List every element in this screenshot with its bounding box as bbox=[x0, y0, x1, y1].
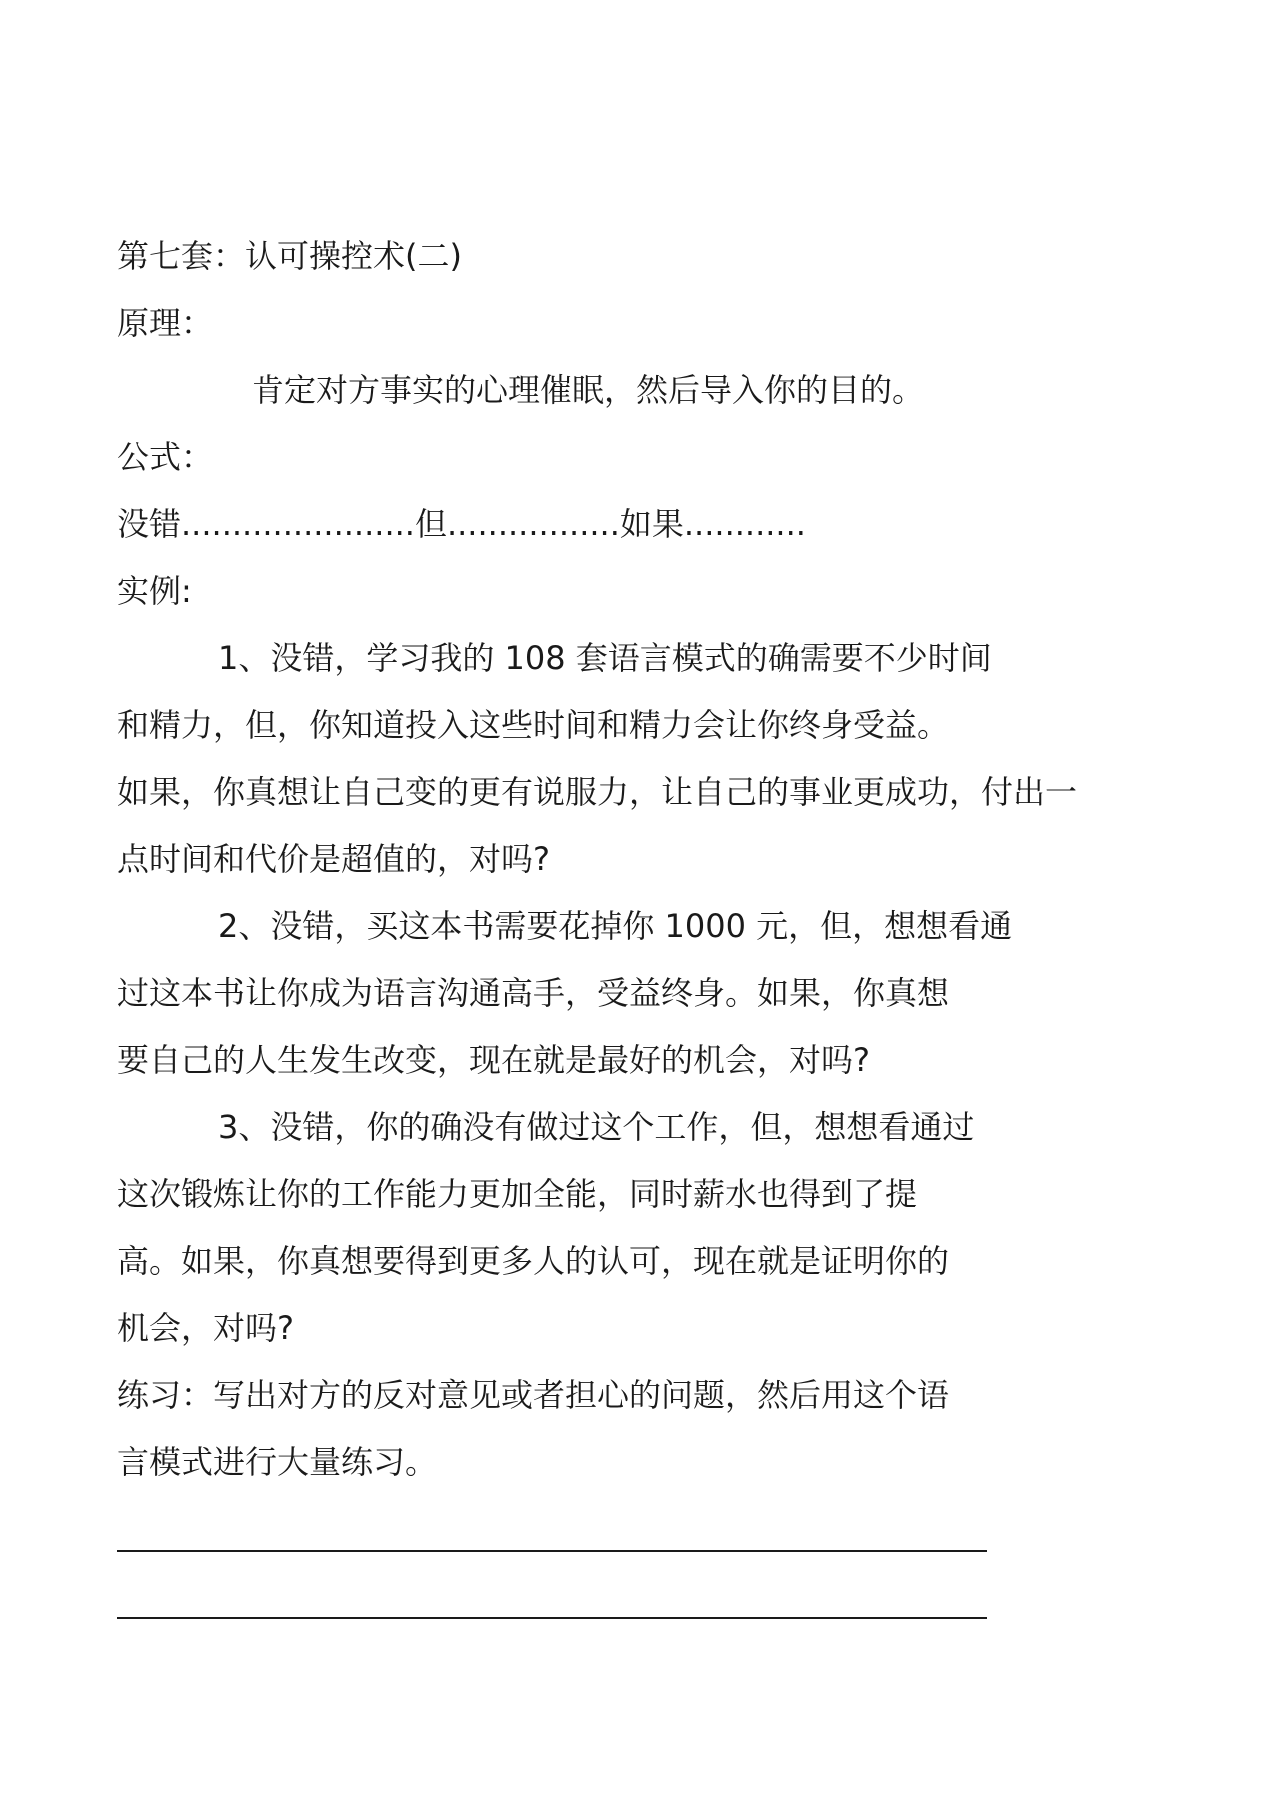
practice-line-2: 言模式进行大量练习。 bbox=[117, 1443, 438, 1481]
formula-label: 公式： bbox=[117, 438, 214, 476]
example-2-line-1: 2、没错，买这本书需要花掉你 1000 元，但，想想看通 bbox=[218, 907, 1013, 945]
example-3-line-1: 3、没错，你的确没有做过这个工作，但，想想看通过 bbox=[218, 1108, 975, 1146]
example-3-line-2: 这次锻炼让你的工作能力更加全能，同时薪水也得到了提 bbox=[117, 1175, 918, 1213]
example-1-line-3: 如果，你真想让自己变的更有说服力，让自己的事业更成功，付出一 bbox=[117, 773, 1078, 811]
practice-line-1: 练习：写出对方的反对意见或者担心的问题，然后用这个语 bbox=[117, 1376, 950, 1414]
example-1-line-4: 点时间和代价是超值的，对吗? bbox=[117, 840, 550, 878]
principle-text: 肯定对方事实的心理催眠，然后导入你的目的。 bbox=[252, 371, 925, 409]
answer-blank-line-2 bbox=[117, 1617, 987, 1619]
document-title: 第七套：认可操控术(二) bbox=[117, 237, 462, 275]
example-3-line-4: 机会，对吗? bbox=[117, 1309, 294, 1347]
example-3-line-3: 高。如果，你真想要得到更多人的认可，现在就是证明你的 bbox=[117, 1242, 950, 1280]
example-1-line-1: 1、没错，学习我的 108 套语言模式的确需要不少时间 bbox=[218, 639, 992, 677]
formula-text: 没错.......................但.................如果............ bbox=[117, 505, 806, 543]
examples-label: 实例: bbox=[117, 572, 192, 610]
example-2-line-2: 过这本书让你成为语言沟通高手，受益终身。如果，你真想 bbox=[117, 974, 950, 1012]
answer-blank-line-1 bbox=[117, 1550, 987, 1552]
example-2-line-3: 要自己的人生发生改变，现在就是最好的机会，对吗? bbox=[117, 1041, 870, 1079]
example-1-line-2: 和精力，但，你知道投入这些时间和精力会让你终身受益。 bbox=[117, 706, 950, 744]
principle-label: 原理： bbox=[117, 304, 214, 342]
